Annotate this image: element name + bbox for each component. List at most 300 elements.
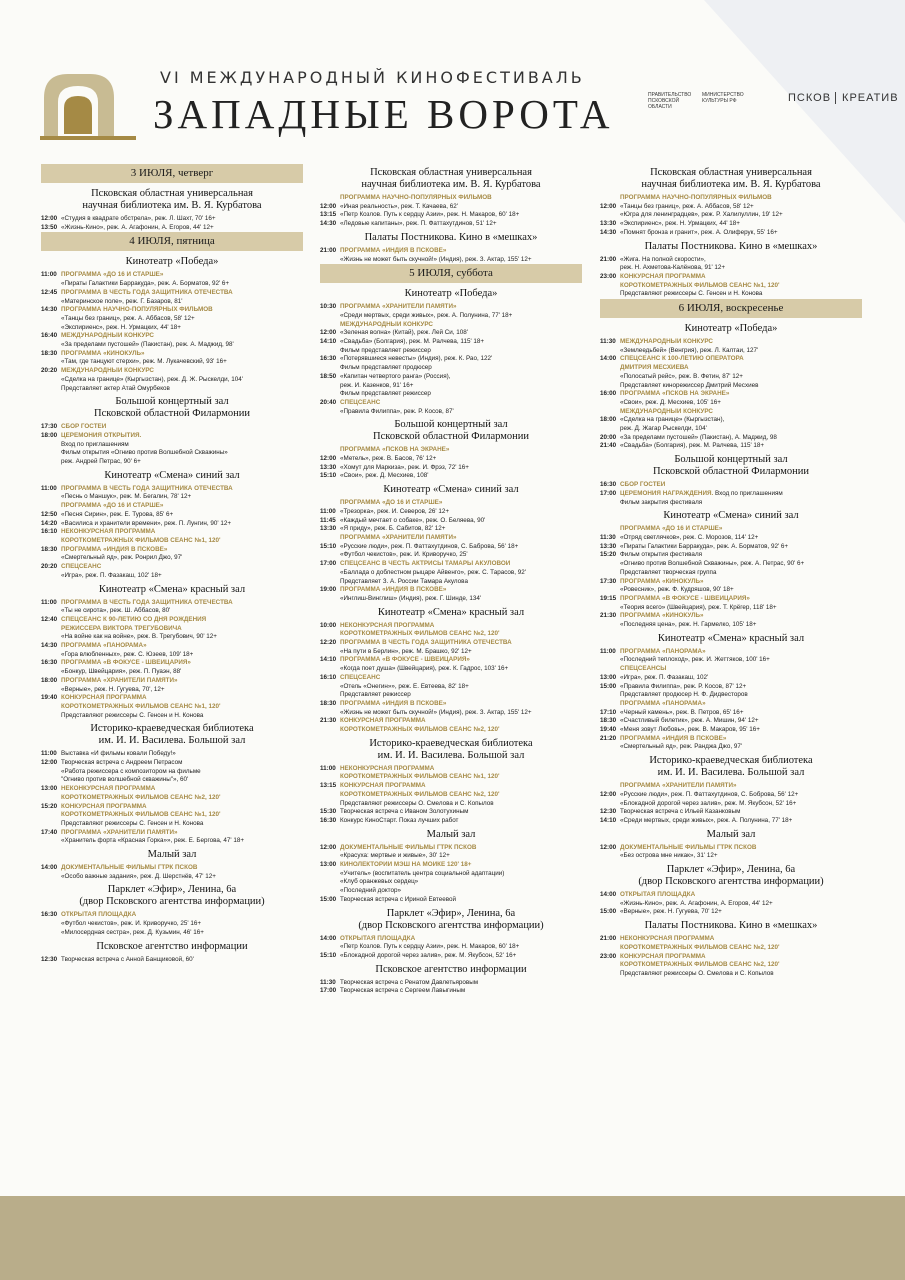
schedule-entry xyxy=(320,782,582,791)
program-category: ПРОГРАММА «КИНОКУЛЬ» xyxy=(620,577,704,585)
venue-heading-line: Псковской областной Филармонии xyxy=(653,466,809,478)
entry-time: 12:00 xyxy=(320,329,337,337)
entry-time: 11:00 xyxy=(320,507,336,515)
entry-time: 16:30 xyxy=(320,355,337,363)
schedule-entry xyxy=(41,803,303,812)
entry-time: 14:00 xyxy=(600,891,617,899)
program-category: СПЕЦСЕАНС К 90-ЛЕТИЮ СО ДНЯ РОЖДЕНИЯ xyxy=(61,615,207,623)
schedule-entry xyxy=(41,829,303,838)
schedule-entry xyxy=(600,434,862,443)
entry-time: 15:20 xyxy=(600,551,617,559)
schedule-entry xyxy=(41,956,303,965)
schedule-entry xyxy=(320,622,582,631)
schedule-entry xyxy=(41,668,303,677)
entry-time: 18:30 xyxy=(41,349,58,357)
schedule-entry xyxy=(600,709,862,718)
entry-text: «Учитель» (воспитатель центра социальной адаптации) xyxy=(340,869,505,877)
entry-time: 11:00 xyxy=(600,647,616,655)
entry-text: «Помнят бронза и гранит», реж. А. Олиферук, 55' 16+ xyxy=(620,228,778,236)
schedule-entry xyxy=(320,935,582,944)
program-category: ПРОГРАММА «В ФОКУСЕ - ШВЕЙЦАРИЯ» xyxy=(61,659,191,667)
entry-time: 13:00 xyxy=(41,785,58,793)
entry-text: Творческая встреча с Анной Банщиковой, 60' xyxy=(61,955,194,963)
entry-text: Фильм представляет режиссер xyxy=(340,346,431,354)
partner-logo-ministry: МИНИСТЕРСТВО КУЛЬТУРЫ РФ xyxy=(702,92,744,104)
schedule-entry xyxy=(600,364,862,373)
schedule-entry xyxy=(41,920,303,929)
entry-text: Представляет творческая группа xyxy=(620,568,717,576)
entry-time: 17:00 xyxy=(600,489,617,497)
entry-time: 17:00 xyxy=(320,560,337,568)
venue-heading xyxy=(600,920,862,932)
entry-text: «Экспириенс», реж. Н. Урмацких, 44' 18+ xyxy=(61,323,181,331)
schedule-entry xyxy=(600,408,862,417)
venue-heading-line: научная библиотека им. В. Я. Курбатова xyxy=(641,179,821,190)
entry-text: «Свои», реж. Д. Месхиев, 108' xyxy=(340,472,429,480)
schedule-entry xyxy=(320,464,582,473)
entry-time: 12:00 xyxy=(600,202,617,210)
partner-creative-label: КРЕАТИВ xyxy=(835,92,899,104)
schedule-column-3 xyxy=(600,164,862,979)
entry-text: реж. Андрей Петрас, 90' 6+ xyxy=(61,458,141,466)
entry-text: Конкурс КиноСтарт. Показ лучших работ xyxy=(340,816,459,824)
entry-time: 13:30 xyxy=(600,220,617,228)
program-category: СПЕЦСЕАНС xyxy=(61,563,102,571)
venue-heading-line: им. И. И. Василева. Большой зал xyxy=(657,767,805,779)
program-category: НЕКОНКУРСНАЯ ПРОГРАММА xyxy=(340,764,435,772)
program-category: КОРОТКОМЕТРАЖНЫХ ФИЛЬМОВ СЕАНС №1, 120' xyxy=(340,773,500,781)
entry-text: Фильм открытия фестиваля xyxy=(620,551,703,559)
schedule-entry xyxy=(600,551,862,560)
venue-heading xyxy=(600,864,862,888)
entry-time: 12:45 xyxy=(41,288,58,296)
venue-heading xyxy=(41,584,303,596)
venue-heading xyxy=(600,510,862,522)
entry-text: «Пираты Галактики Барракуда», реж. А. Борматов, 92' 6+ xyxy=(61,280,230,288)
program-category: СБОР ГОСТЕЙ xyxy=(620,481,666,489)
schedule-entry xyxy=(41,332,303,341)
venue-heading-line: Кинотеатр «Смена» синий зал xyxy=(104,469,240,481)
schedule-entry xyxy=(600,656,862,665)
footer-band xyxy=(0,1196,905,1280)
schedule-entry xyxy=(600,665,862,674)
schedule-entry xyxy=(41,694,303,703)
entry-text: Представляют режиссеры С. Генсен и Н. Конова xyxy=(620,290,763,298)
venue-heading xyxy=(41,188,303,212)
entry-text: «Танцы без границ», реж. А. Аббасов, 58' 12+ xyxy=(620,202,754,210)
entry-time: 11:30 xyxy=(320,978,336,986)
entry-text: "Огниво против волшебной скважины"», 60' xyxy=(61,776,189,784)
entry-time: 21:30 xyxy=(600,612,617,620)
entry-time: 12:30 xyxy=(600,808,617,816)
venue-heading xyxy=(320,607,582,619)
schedule-entry xyxy=(600,578,862,587)
entry-text: Представляет З. А. России Тамара Акулова xyxy=(340,577,468,585)
schedule-entry xyxy=(41,759,303,768)
schedule-entry xyxy=(41,289,303,298)
schedule-entry xyxy=(600,743,862,752)
entry-text: «Черный камень», реж. В. Петров, 65' 16+ xyxy=(620,708,744,716)
entry-text: Представляют режиссеры О. Смелова и С. Копылов xyxy=(340,799,494,807)
entry-time: 15:10 xyxy=(320,952,337,959)
program-category: МЕЖДУНАРОДНЫЙ КОНКУРС xyxy=(620,407,713,415)
schedule-entry xyxy=(320,852,582,861)
program-category: КОРОТКОМЕТРАЖНЫХ ФИЛЬМОВ СЕАНС №2, 120' xyxy=(620,943,780,951)
venue-heading xyxy=(41,470,303,482)
entry-time: 15:10 xyxy=(320,472,337,480)
venue-heading-line: Кинотеатр «Победа» xyxy=(404,288,498,300)
program-category: КОНКУРСНАЯ ПРОГРАММА xyxy=(61,694,147,702)
schedule-entry xyxy=(600,612,862,621)
entry-time: 19:00 xyxy=(320,586,337,594)
schedule-entry xyxy=(600,953,862,962)
schedule-entry xyxy=(600,373,862,382)
entry-time: 11:00 xyxy=(320,764,336,772)
entry-text: «Счастливый билетик», реж. А. Мишин, 94' 12+ xyxy=(620,717,759,725)
schedule-entry xyxy=(600,442,862,451)
venue-heading xyxy=(600,755,862,779)
schedule-entry xyxy=(600,273,862,282)
schedule-entry xyxy=(41,785,303,794)
entry-text: «Правила Филиппа», реж. Р. Косов, 87' 12+ xyxy=(620,682,747,690)
schedule-entry xyxy=(41,554,303,563)
schedule-entry xyxy=(41,864,303,873)
schedule-entry xyxy=(41,224,303,233)
day-heading: 6 ИЮЛЯ, воскресенье xyxy=(600,299,862,318)
schedule-entry xyxy=(41,215,303,224)
program-category: КОРОТКОМЕТРАЖНЫХ ФИЛЬМОВ СЕАНС №1, 120' xyxy=(61,536,221,544)
entry-text: «Полосатый рейс», реж. В. Фетин, 87' 12+ xyxy=(620,372,743,380)
entry-text: «Последний теплоход», реж. И. Жеттяков, 100' 16+ xyxy=(620,656,770,664)
schedule-entry xyxy=(41,750,303,759)
entry-time: 12:20 xyxy=(320,639,337,647)
entry-text: Фильм представляет режиссер xyxy=(340,390,431,398)
program-category: НЕКОНКУРСНАЯ ПРОГРАММА xyxy=(61,785,156,793)
entry-time: 13:30 xyxy=(600,542,617,550)
entry-text: реж. И. Казенков, 91' 16+ xyxy=(340,381,414,389)
entry-time: 10:30 xyxy=(320,303,337,311)
entry-text: «Последняя цена», реж. Н. Гармелко, 105' 18+ xyxy=(620,621,757,629)
entry-time: 18:30 xyxy=(320,699,337,707)
program-category: ПРОГРАММА «ДО 16 И СТАРШЕ» xyxy=(61,271,164,279)
schedule-entry xyxy=(41,485,303,494)
program-category: ПРОГРАММА «ПАНОРАМА» xyxy=(620,647,706,655)
schedule-entry xyxy=(600,256,862,265)
venue-heading-line: Историко-краеведческая библиотека xyxy=(90,723,254,735)
entry-text: «Блокадной дорогой через залив», реж. М. Якубсон, 52' 16+ xyxy=(620,799,797,807)
schedule-entry xyxy=(600,481,862,490)
program-category: ПРОГРАММА «ХРАНИТЕЛИ ПАМЯТИ» xyxy=(620,782,737,790)
schedule-entry xyxy=(600,525,862,534)
schedule-entry xyxy=(600,935,862,944)
schedule-entry xyxy=(41,458,303,467)
entry-time: 12:50 xyxy=(41,510,58,518)
program-category: МЕЖДУНАРОДНЫЙ КОНКУРС xyxy=(620,338,713,346)
entry-time: 14:10 xyxy=(600,816,617,824)
schedule-entry xyxy=(320,656,582,665)
entry-time: 12:00 xyxy=(320,455,337,463)
schedule-entry xyxy=(600,717,862,726)
entry-text: «Ты не сирота», реж. Ш. Аббасов, 80' xyxy=(61,607,171,615)
program-category: ПРОГРАММА В ЧЕСТЬ ГОДА ЗАЩИТНИКА ОТЕЧЕСТВА xyxy=(61,598,233,606)
program-category: ПРОГРАММА НАУЧНО-ПОПУЛЯРНЫХ ФИЛЬМОВ xyxy=(61,306,213,314)
entry-time: 21:00 xyxy=(600,255,617,263)
day-heading: 5 ИЮЛЯ, суббота xyxy=(320,264,582,283)
venue-heading-line: Псковская областная универсальная xyxy=(91,188,253,199)
entry-time: 15:00 xyxy=(600,682,617,690)
venue-heading-line: Кинотеатр «Победа» xyxy=(684,323,778,335)
entry-text: «Хранитель форта «Красная Горка»», реж. Е. Бергова, 47' 18+ xyxy=(61,837,245,845)
schedule-entry xyxy=(600,390,862,399)
entry-time: 16:30 xyxy=(41,659,58,667)
entry-time: 12:00 xyxy=(320,843,337,851)
entry-text: «Игра», реж. П. Фазакаш, 102' xyxy=(620,673,709,681)
program-category: ПРОГРАММА В ЧЕСТЬ ГОДА ЗАЩИТНИКА ОТЕЧЕСТВА xyxy=(61,288,233,296)
entry-text: «Смертельный яд», реж. Ранджа Джо, 97' xyxy=(620,743,743,751)
schedule-entry xyxy=(320,364,582,373)
program-category: ПРОГРАММА «ИНДИЯ В ПСКОВЕ» xyxy=(61,545,168,553)
entry-text: «Материнское поле», реж. Г. Базаров, 81' xyxy=(61,297,183,305)
program-category: НЕКОНКУРСНАЯ ПРОГРАММА xyxy=(340,621,435,629)
entry-text: Творческая встреча с Сергеем Лавыгиным xyxy=(340,987,466,995)
schedule-entry xyxy=(320,194,582,203)
program-category: КОНКУРСНАЯ ПРОГРАММА xyxy=(620,952,706,960)
schedule-entry xyxy=(41,633,303,642)
entry-time: 11:00 xyxy=(41,271,57,279)
entry-time: 18:50 xyxy=(320,372,337,380)
entry-time: 20:20 xyxy=(41,367,58,375)
venue-heading xyxy=(41,941,303,953)
schedule-entry xyxy=(41,599,303,608)
schedule-entry xyxy=(320,347,582,356)
schedule-entry xyxy=(41,546,303,555)
program-category: СПЕЦСЕАНСЫ xyxy=(620,665,667,673)
venue-heading xyxy=(320,167,582,191)
schedule-entry xyxy=(600,499,862,508)
schedule-entry xyxy=(41,572,303,581)
venue-heading xyxy=(600,829,862,841)
entry-time: 11:30 xyxy=(600,338,616,346)
partner-logos xyxy=(648,80,899,120)
schedule-entry xyxy=(41,820,303,829)
schedule-entry xyxy=(41,659,303,668)
entry-text: Представляют режиссеры С. Генсен и Н. Конова xyxy=(61,819,204,827)
entry-text: «Иная реальность», реж. Т. Качаева, 62' xyxy=(340,202,459,210)
entry-text: «Петр Козлов. Путь к сердцу Азии», реж. Н. Макаров, 60' 18+ xyxy=(340,943,520,951)
schedule-entry xyxy=(600,726,862,735)
venue-heading-line: им. И. И. Василева. Большой зал xyxy=(98,735,246,747)
schedule-entry xyxy=(320,800,582,809)
program-category: МЕЖДУНАРОДНЫЙ КОНКУРС xyxy=(61,367,154,375)
schedule-entry xyxy=(600,534,862,543)
schedule-entry xyxy=(600,908,862,917)
schedule-entry xyxy=(41,298,303,307)
schedule-entry xyxy=(41,837,303,846)
entry-text: «Когда поет душа» (Швейцария), реж. К. Гадрос, 103' 16+ xyxy=(340,665,509,673)
schedule-entry xyxy=(41,616,303,625)
schedule-entry xyxy=(600,735,862,744)
partner-logo-government: ПРАВИТЕЛЬСТВО ПСКОВСКОЙ ОБЛАСТИ xyxy=(648,92,692,110)
program-category: ПРОГРАММА «ИНДИЯ В ПСКОВЕ» xyxy=(340,699,447,707)
entry-time: 20:40 xyxy=(320,398,337,406)
entry-text: реж. Н. Ахметова-Калёнова, 91' 12+ xyxy=(620,264,726,272)
entry-time: 14:20 xyxy=(41,519,58,527)
program-category: ОТКРЫТАЯ ПЛОЩАДКА xyxy=(620,891,696,899)
schedule-entry xyxy=(600,203,862,212)
entry-text: «Танцы без границ», реж. А. Аббасов, 58' 12+ xyxy=(61,314,195,322)
program-category: ЦЕРЕМОНИЯ ОТКРЫТИЯ. xyxy=(61,431,142,439)
entry-text: Представляют режиссеры О. Смелова и С. Копылов xyxy=(620,970,774,977)
entry-time: 11:30 xyxy=(600,533,616,541)
schedule-entry xyxy=(600,621,862,630)
venue-heading xyxy=(320,964,582,976)
entry-text: «На пути в Берлин», реж. М. Брашко, 92' 12+ xyxy=(340,647,472,655)
entry-time: 16:10 xyxy=(320,673,337,681)
schedule-entry xyxy=(320,861,582,870)
venue-heading-line: Кинотеатр «Смена» красный зал xyxy=(98,583,246,595)
schedule-entry xyxy=(320,569,582,578)
schedule-entry xyxy=(600,782,862,791)
schedule-entry xyxy=(320,979,582,988)
schedule-entry xyxy=(600,808,862,817)
schedule-entry xyxy=(41,441,303,450)
program-category: КОРОТКОМЕТРАЖНЫХ ФИЛЬМОВ СЕАНС №1, 120' xyxy=(620,281,780,289)
schedule-entry xyxy=(320,674,582,683)
venue-heading-line: Парклет «Эфир», Ленина, 6а xyxy=(386,907,516,919)
entry-text: «Метель», реж. В. Басов, 76' 12+ xyxy=(340,455,437,463)
schedule-entry xyxy=(320,691,582,700)
entry-time: 23:00 xyxy=(600,272,617,280)
venue-heading-line: Кинотеатр «Смена» синий зал xyxy=(663,510,799,522)
entry-text: «Потерявшиеся невесты» (Индия), реж. К. Рао, 122' xyxy=(340,355,493,363)
venue-heading-line: (двор Псковского агентства информации) xyxy=(638,876,824,888)
schedule-entry xyxy=(320,595,582,604)
entry-time: 14:00 xyxy=(41,864,58,872)
entry-time: 17:10 xyxy=(600,708,617,716)
entry-text: Представляет продюсер Н. Ф. Дидвесторов xyxy=(620,691,748,699)
schedule-entry xyxy=(41,367,303,376)
schedule-entry xyxy=(320,508,582,517)
program-category: ПРОГРАММА «ПСКОВ НА ЭКРАНЕ» xyxy=(620,390,730,398)
schedule-entry xyxy=(320,987,582,996)
schedule-entry xyxy=(600,891,862,900)
schedule-entry xyxy=(320,525,582,534)
entry-text: «Свои», реж. Д. Месхиев, 105' 16+ xyxy=(620,398,721,406)
schedule-entry xyxy=(320,499,582,508)
entry-time: 21:40 xyxy=(600,442,617,450)
entry-text: «Правила Филиппа», реж. Р. Косов, 87' xyxy=(340,407,454,415)
entry-text: «Работа режиссера с композитором на фильме xyxy=(61,767,201,775)
venue-heading-line: Малый зал xyxy=(706,828,756,840)
schedule-entry xyxy=(600,791,862,800)
schedule-entry xyxy=(41,511,303,520)
venue-heading xyxy=(41,256,303,268)
entry-time: 21:00 xyxy=(600,935,617,943)
schedule-entry xyxy=(320,551,582,560)
schedule-entry xyxy=(600,800,862,809)
schedule-entry xyxy=(320,639,582,648)
schedule-entry xyxy=(320,247,582,256)
schedule-entry xyxy=(41,502,303,511)
schedule-entry xyxy=(600,347,862,356)
entry-time: 14:30 xyxy=(41,642,58,650)
schedule-entry xyxy=(41,768,303,777)
program-category: ПРОГРАММА «ХРАНИТЕЛИ ПАМЯТИ» xyxy=(61,676,178,684)
schedule-entry xyxy=(41,306,303,315)
program-category: ПРОГРАММА «ДО 16 И СТАРШЕ» xyxy=(61,502,164,510)
schedule-entry xyxy=(41,642,303,651)
schedule-entry xyxy=(41,911,303,920)
schedule-entry xyxy=(320,455,582,464)
entry-time: 10:00 xyxy=(320,621,337,629)
entry-time: 14:30 xyxy=(600,228,617,236)
schedule-entry xyxy=(41,929,303,938)
entry-time: 13:30 xyxy=(320,525,337,533)
program-category: ПРОГРАММА «ПАНОРАМА» xyxy=(61,642,147,650)
venue-heading xyxy=(600,323,862,335)
venue-heading xyxy=(320,829,582,841)
entry-text: «Жизнь не может быть скучной!» (Индия), реж. З. Актар, 155' 12+ xyxy=(340,708,532,716)
entry-time: 21:00 xyxy=(320,246,337,254)
entry-text: «Теория всего» (Швейцария), реж. Т. Крёгер, 118' 18+ xyxy=(620,603,777,611)
entry-text: «Петр Козлов. Путь к сердцу Азии», реж. Н. Макаров, 60' 18+ xyxy=(340,211,520,219)
entry-text: Фильм закрытия фестиваля xyxy=(620,498,703,506)
entry-time: 11:00 xyxy=(41,750,57,758)
entry-text: «Жизнь не может быть скучной!» (Индия), реж. З. Актар, 155' 12+ xyxy=(340,255,532,263)
entry-time: 13:15 xyxy=(320,782,337,790)
schedule-entry xyxy=(320,952,582,961)
entry-text: «Сделка на границе» (Кыргызстан), xyxy=(620,416,725,424)
venue-heading xyxy=(600,454,862,478)
program-category: ПРОГРАММА «В ФОКУСЕ - ШВЕЙЦАРИЯ» xyxy=(340,656,470,664)
program-category: ДМИТРИЯ МЕСХИЕВА xyxy=(620,364,689,372)
entry-text: реж. Д. Жагар Рыскелди, 104' xyxy=(620,425,707,433)
program-category: ПРОГРАММА «ИНДИЯ В ПСКОВЕ» xyxy=(620,734,727,742)
entry-text: «Экспириенс», реж. Н. Урмацких, 44' 18+ xyxy=(620,220,740,228)
schedule-entry xyxy=(41,385,303,394)
entry-time: 21:20 xyxy=(600,734,617,742)
schedule-entry xyxy=(320,534,582,543)
venue-heading-line: Парклет «Эфир», Ленина, 6а xyxy=(107,884,237,896)
entry-text: «Баллада о доблестном рыцаре Айвенго», реж. С. Тарасов, 92' xyxy=(340,568,526,576)
entry-time: 12:30 xyxy=(41,955,58,963)
venue-heading xyxy=(41,849,303,861)
venue-heading-line: Псковской областной Филармонии xyxy=(94,408,250,420)
partner-logo-pskov-creative xyxy=(788,92,899,104)
entry-text: Творческая встреча с Ильей Казанковым xyxy=(620,808,741,816)
venue-heading-line: Малый зал xyxy=(147,849,197,861)
entry-time: 20:20 xyxy=(41,563,58,571)
entry-time: 18:00 xyxy=(600,416,617,424)
schedule-entry xyxy=(320,648,582,657)
entry-time: 14:10 xyxy=(320,656,337,664)
entry-text: «Футбол чекистов», реж. И. Криворучко, 25' 16+ xyxy=(61,920,202,928)
schedule-entry xyxy=(600,944,862,953)
schedule-entry xyxy=(320,773,582,782)
entry-text: «Красуха: мертвые и живые», 30' 12+ xyxy=(340,852,450,860)
entry-time: 19:15 xyxy=(600,594,617,602)
entry-time: 12:40 xyxy=(41,615,58,623)
schedule-entry xyxy=(320,870,582,879)
schedule-entry xyxy=(600,490,862,499)
schedule-entry xyxy=(600,220,862,229)
schedule-entry xyxy=(41,315,303,324)
schedule-entry xyxy=(41,280,303,289)
day-heading: 4 ИЮЛЯ, пятница xyxy=(41,232,303,251)
venue-heading xyxy=(41,723,303,747)
entry-text: Творческая встреча с Ириной Евтеевой xyxy=(340,895,457,903)
entry-time: 15:30 xyxy=(320,808,337,816)
